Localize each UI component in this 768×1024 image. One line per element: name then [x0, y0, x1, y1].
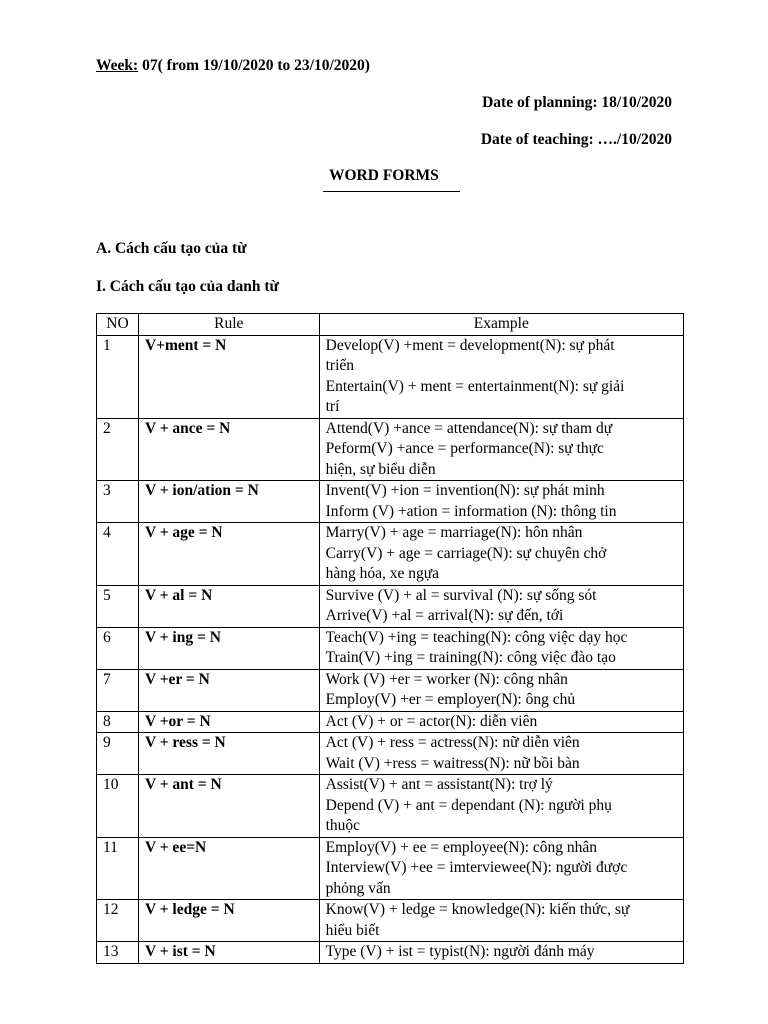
table-row [97, 335, 684, 418]
example-line: Act (V) + ress = actress(N): nữ diễn viên [325, 734, 580, 751]
example-line: Train(V) +ing = training(N): công việc đào tạo [325, 649, 616, 666]
row-example [319, 669, 683, 711]
header-example: Example [319, 314, 683, 336]
table-row [97, 585, 684, 627]
example-line: Arrive(V) +al = arrival(N): sự đến, tới [325, 607, 564, 624]
example-line: Depend (V) + ant = dependant (N): người phụ [325, 796, 612, 814]
row-rule: V +or = N [138, 711, 319, 733]
row-number: 5 [97, 585, 139, 627]
title-underline-rule [323, 191, 460, 192]
row-rule: V + ion/ation = N [138, 481, 319, 523]
noun-formation-table [96, 313, 684, 964]
row-number: 2 [97, 418, 139, 481]
table-body [97, 335, 684, 963]
row-rule: V + ing = N [138, 627, 319, 669]
example-line: Work (V) +er = worker (N): công nhân [325, 670, 568, 688]
table-row [97, 627, 684, 669]
table-row [97, 837, 684, 900]
row-number: 12 [97, 900, 139, 942]
example-line: Type (V) + ist = typist(N): người đánh máy [325, 943, 595, 960]
row-rule: V +er = N [138, 669, 319, 711]
row-rule: V + ist = N [138, 942, 319, 964]
document-title: WORD FORMS [329, 167, 439, 184]
section-a-heading: A. Cách cấu tạo của từ [96, 240, 247, 257]
week-label: Week: [96, 57, 139, 74]
row-rule: V+ment = N [138, 335, 319, 418]
table-row [97, 775, 684, 838]
table-row [97, 942, 684, 964]
table-row [97, 733, 684, 775]
example-line: trí [325, 398, 340, 415]
example-line: triển [325, 357, 355, 374]
example-line: hiểu biết [325, 921, 380, 939]
row-rule: V + age = N [138, 523, 319, 586]
row-example [319, 481, 683, 523]
table-row [97, 418, 684, 481]
example-line: Wait (V) +ress = waitress(N): nữ bồi bàn [325, 754, 580, 772]
row-example [319, 335, 683, 418]
table-row [97, 900, 684, 942]
row-number: 3 [97, 481, 139, 523]
row-number: 11 [97, 837, 139, 900]
example-line: Marry(V) + age = marriage(N): hôn nhân [325, 524, 583, 541]
example-line: Attend(V) +ance = attendance(N): sự tham dự [325, 419, 613, 437]
row-rule: V + ledge = N [138, 900, 319, 942]
row-example [319, 627, 683, 669]
header-no: NO [97, 314, 139, 336]
row-number: 7 [97, 669, 139, 711]
row-example [319, 775, 683, 838]
row-rule: V + ance = N [138, 418, 319, 481]
row-example [319, 418, 683, 481]
example-line: Entertain(V) + ment = entertainment(N): sự giải [325, 377, 625, 395]
row-rule: V + al = N [138, 585, 319, 627]
example-line: Carry(V) + age = carriage(N): sự chuyên chở [325, 544, 607, 562]
example-line: hiện, sự biểu diễn [325, 460, 436, 478]
example-line: Survive (V) + al = survival (N): sự sống sót [325, 586, 597, 604]
example-line: Invent(V) +ion = invention(N): sự phát minh [325, 482, 605, 499]
row-example [319, 837, 683, 900]
row-number: 9 [97, 733, 139, 775]
week-range: 07( from 19/10/2020 to 23/10/2020) [138, 57, 370, 74]
week-line [96, 57, 370, 75]
row-example [319, 523, 683, 586]
date-of-teaching: Date of teaching: …./10/2020 [480, 131, 672, 148]
example-line: Develop(V) +ment = development(N): sự phát [325, 336, 615, 354]
example-line: phỏng vấn [325, 879, 391, 897]
example-line: hàng hóa, xe ngựa [325, 565, 440, 582]
row-number: 6 [97, 627, 139, 669]
row-example [319, 585, 683, 627]
row-number: 10 [97, 775, 139, 838]
row-rule: V + ress = N [138, 733, 319, 775]
section-i-heading: I. Cách cấu tạo của danh từ [96, 278, 279, 295]
example-line: Employ(V) +er = employer(N): ông chủ [325, 691, 576, 708]
example-line: Teach(V) +ing = teaching(N): công việc dạy học [325, 628, 628, 646]
row-number: 4 [97, 523, 139, 586]
example-line: Inform (V) +ation = information (N): thông tin [325, 502, 617, 520]
table-row [97, 523, 684, 586]
table-row [97, 669, 684, 711]
example-line: Act (V) + or = actor(N): diễn viên [325, 712, 538, 730]
example-line: Peform(V) +ance = performance(N): sự thực [325, 440, 604, 457]
row-number: 8 [97, 711, 139, 733]
row-example [319, 942, 683, 964]
header-rule: Rule [138, 314, 319, 336]
table-row [97, 711, 684, 733]
row-example [319, 733, 683, 775]
example-line: thuộc [325, 817, 361, 834]
row-number: 1 [97, 335, 139, 418]
row-example [319, 900, 683, 942]
date-of-planning: Date of planning: 18/10/2020 [482, 94, 672, 111]
example-line: Employ(V) + ee = employee(N): công nhân [325, 838, 598, 856]
example-line: Assist(V) + ant = assistant(N): trợ lý [325, 776, 553, 793]
row-example [319, 711, 683, 733]
row-rule: V + ant = N [138, 775, 319, 838]
row-number: 13 [97, 942, 139, 964]
table-header-row [97, 314, 684, 336]
row-rule: V + ee=N [138, 837, 319, 900]
example-line: Interview(V) +ee = imterviewee(N): người được [325, 859, 628, 876]
table-row [97, 481, 684, 523]
example-line: Know(V) + ledge = knowledge(N): kiến thức, sự [325, 901, 630, 918]
